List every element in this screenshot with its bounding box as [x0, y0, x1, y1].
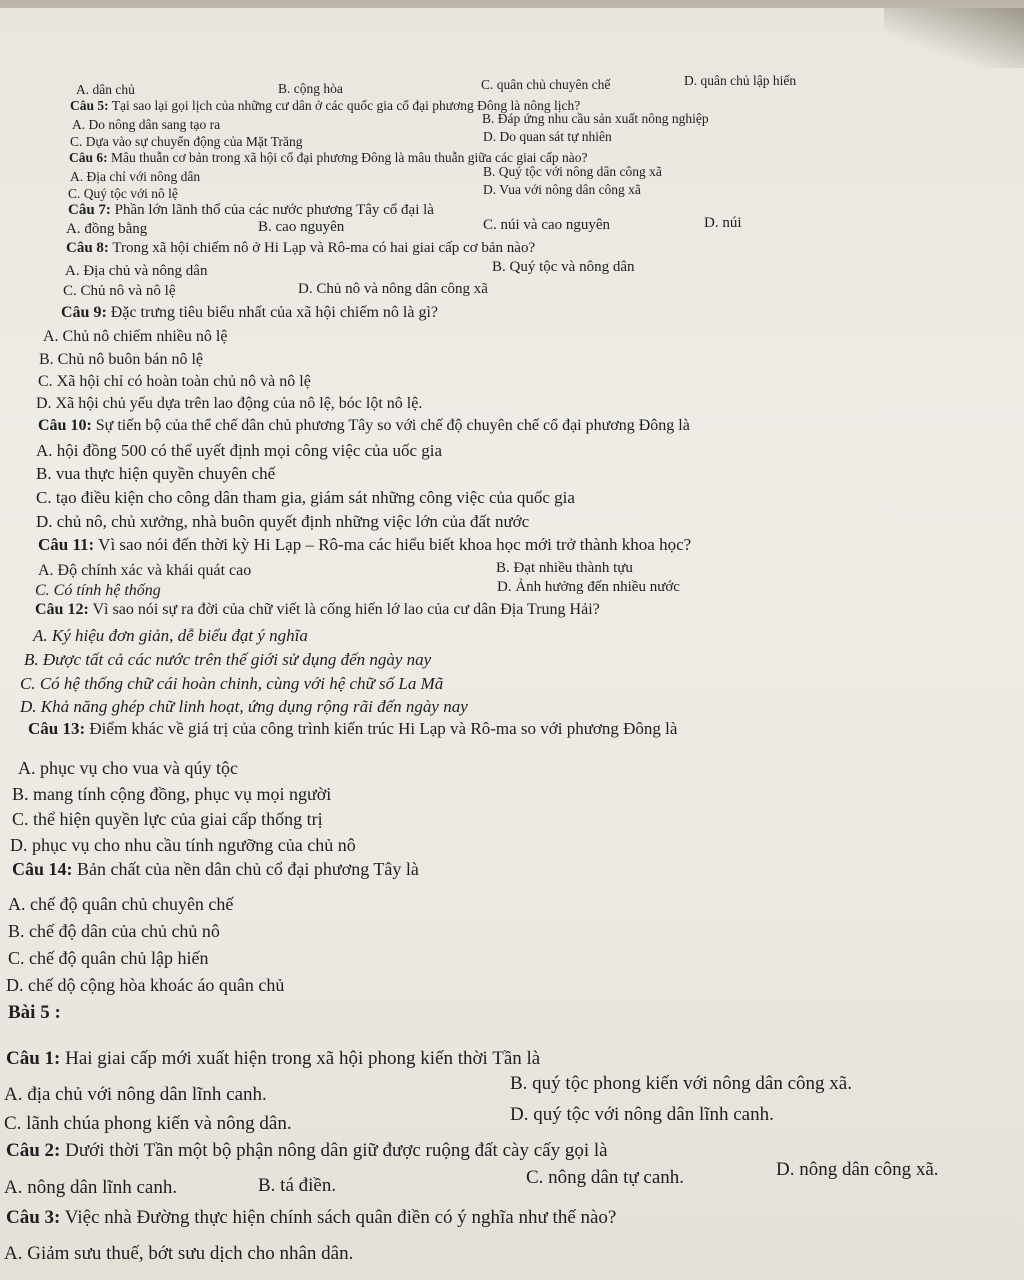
option-b: B. cao nguyên	[258, 219, 345, 235]
option-c: C. Có tính hệ thống	[35, 582, 161, 599]
question-text: Mâu thuẫn cơ bản trong xã hội cổ đại phương Đông là mâu thuẫn giữa các giai cấp nào?	[107, 150, 588, 165]
question-text: Dưới thời Tần một bộ phận nông dân giữ được ruộng đất cày cấy gọi là	[60, 1140, 608, 1161]
option-b: B. Quý tộc và nông dân	[492, 259, 635, 275]
option-a: A. Chủ nô chiếm nhiều nô lệ	[43, 328, 228, 345]
option-a: A. Địa chủ và nông dân	[65, 263, 208, 279]
question-text: Trong xã hội chiếm nô ở Hi Lạp và Rô-ma có hai giai cấp cơ bản nào?	[108, 240, 536, 256]
option-c: C. nông dân tự canh.	[526, 1167, 685, 1188]
question-label: Câu 6:	[69, 150, 108, 165]
option-c: C. Có hệ thống chữ cái hoàn chinh, cùng với hệ chữ số La Mã	[20, 674, 444, 693]
option-b: B. Đạt nhiều thành tựu	[496, 560, 633, 576]
question-10	[38, 418, 690, 434]
option-a: A. Độ chính xác và khái quát cao	[38, 562, 252, 579]
option-d: D. quý tộc với nông dân lĩnh canh.	[510, 1104, 774, 1125]
question-label: Câu 14:	[12, 859, 73, 879]
option-d: D. Khả năng ghép chữ linh hoạt, ứng dụng rộng rãi đến ngày nay	[20, 697, 468, 716]
option-c: C. lãnh chúa phong kiến và nông dân.	[4, 1113, 292, 1134]
option-c: C. tạo điều kiện cho công dân tham gia, giám sát những công việc của quốc gia	[36, 488, 575, 507]
option-d: D. chế dộ cộng hòa khoác áo quân chủ	[6, 975, 285, 995]
option-a: A. Ký hiệu đơn giản, dễ biểu đạt ý nghĩa	[33, 626, 308, 645]
option-d: D. quân chủ lập hiến	[684, 73, 797, 88]
option-d: D. Do quan sát tự nhiên	[483, 129, 612, 144]
option-a: A. Do nông dân sang tạo ra	[72, 117, 221, 132]
question-label: Câu 3:	[6, 1207, 61, 1228]
option-c: C. quân chủ chuyên chế	[481, 77, 611, 92]
option-d: D. nông dân công xã.	[776, 1159, 939, 1180]
option-b: B. cộng hòa	[278, 81, 343, 96]
option-a: A. Địa chỉ với nông dân	[70, 169, 201, 184]
question-12	[35, 602, 600, 618]
option-b: B. Chủ nô buôn bán nô lệ	[39, 351, 203, 368]
question-7	[68, 203, 434, 218]
question-label: Câu 12:	[35, 601, 89, 618]
question-text: Vì sao nói sự ra đời của chữ viết là cống hiến lớ lao của cư dân Địa Trung Hải?	[88, 601, 600, 618]
option-d: D. Ảnh hưởng đến nhiều nước	[497, 579, 680, 595]
question-text: Đặc trưng tiêu biểu nhất của xã hội chiếm nô là gì?	[106, 304, 439, 321]
question-label: Câu 2:	[6, 1140, 61, 1161]
option-c: C. Dựa vào sự chuyển động của Mặt Trăng	[70, 134, 303, 149]
question-label: Câu 9:	[61, 304, 107, 321]
option-a: A. Giảm sưu thuế, bớt sưu dịch cho nhân dân.	[4, 1243, 354, 1264]
question-text: Phần lớn lãnh thổ của các nước phương Tây cổ đại là	[110, 202, 434, 218]
option-d: D. Vua với nông dân công xã	[483, 182, 641, 197]
option-d: D. Chủ nô và nông dân công xã	[298, 281, 488, 297]
question-label: Câu 13:	[28, 719, 86, 738]
lesson5-question-1	[6, 1049, 540, 1068]
question-13	[28, 720, 677, 737]
question-label: Câu 7:	[68, 202, 111, 218]
exam-page	[0, 8, 1024, 1280]
page-corner-shadow	[884, 8, 1024, 68]
question-text: Tại sao lại gọi lịch của những cư dân ở các quốc gia cổ đại phương Đông là nông lịch?	[108, 98, 581, 113]
question-9	[61, 305, 438, 321]
option-a: A. hội đồng 500 có thể uyết định mọi công việc của uốc gia	[36, 441, 443, 460]
option-c: C. chế độ quân chủ lập hiến	[8, 948, 209, 968]
question-14	[12, 860, 419, 878]
option-c: C. Quý tộc với nô lệ	[68, 186, 178, 201]
option-c: C. Xã hội chỉ có hoàn toàn chủ nô và nô lệ	[38, 373, 311, 390]
option-b: B. Được tất cả các nước trên thế giới sử dụng đến ngày nay	[24, 650, 432, 669]
question-text: Điểm khác về giá trị của công trình kiến trúc Hi Lạp và Rô-ma so với phương Đông là	[85, 719, 678, 738]
question-6	[69, 151, 588, 165]
option-c: C. núi và cao nguyên	[483, 217, 611, 233]
question-label: Câu 5:	[70, 98, 109, 113]
lesson5-question-2	[6, 1141, 608, 1160]
option-d: D. chủ nô, chủ xưởng, nhà buôn quyết định những việc lớn của đất nước	[36, 512, 530, 531]
question-text: Hai giai cấp mới xuất hiện trong xã hội phong kiến thời Tần là	[60, 1048, 541, 1069]
option-a: A. nông dân lĩnh canh.	[4, 1177, 178, 1198]
question-label: Câu 1:	[6, 1048, 61, 1069]
option-b: B. Quý tộc với nông dân công xã	[483, 164, 662, 179]
option-a: A. đồng bằng	[66, 221, 148, 237]
question-text: Việc nhà Đường thực hiện chính sách quân điền có ý nghĩa như thế nào?	[60, 1207, 617, 1228]
question-label: Câu 11:	[38, 535, 95, 554]
question-8	[66, 241, 535, 256]
option-b: B. quý tộc phong kiến với nông dân công xã.	[510, 1073, 852, 1094]
option-d: D. núi	[704, 215, 742, 231]
option-b: B. vua thực hiện quyền chuyên chế	[36, 464, 276, 483]
option-a: A. phục vụ cho vua và qúy tộc	[18, 758, 238, 778]
option-b: B. Đáp ứng nhu cầu sản xuất nông nghiệp	[482, 111, 709, 126]
question-label: Câu 8:	[66, 240, 109, 256]
lesson5-question-3	[6, 1208, 616, 1227]
option-a: A. chế độ quân chủ chuyên chế	[8, 894, 234, 914]
question-label: Câu 10:	[38, 417, 92, 434]
option-c: C. thể hiện quyền lực của giai cấp thống trị	[12, 809, 323, 829]
option-a: A. địa chủ với nông dân lĩnh canh.	[4, 1084, 267, 1105]
option-c: C. Chủ nô và nô lệ	[63, 283, 176, 299]
option-a: A. dân chủ	[76, 82, 135, 97]
section-heading: Bài 5 :	[8, 1002, 61, 1023]
question-text: Sự tiến bộ của thể chế dân chủ phương Tây so với chế độ chuyên chế cổ đại phương Đông là	[91, 417, 690, 434]
option-b: B. chế độ dân của chủ chủ nô	[8, 921, 220, 941]
option-d: D. phục vụ cho nhu cầu tính ngưỡng của chủ nô	[10, 835, 356, 855]
question-11	[38, 536, 691, 553]
option-b: B. mang tính cộng đồng, phục vụ mọi người	[12, 784, 332, 804]
question-text: Bản chất của nền dân chủ cổ đại phương Tây là	[72, 859, 419, 879]
question-text: Vì sao nói đến thời kỳ Hi Lạp – Rô-ma các hiểu biết khoa học mới trở thành khoa học?	[94, 535, 692, 554]
option-b: B. tá điền.	[258, 1175, 337, 1196]
option-d: D. Xã hội chủ yếu dựa trên lao động của nô lệ, bóc lột nô lệ.	[36, 395, 423, 412]
